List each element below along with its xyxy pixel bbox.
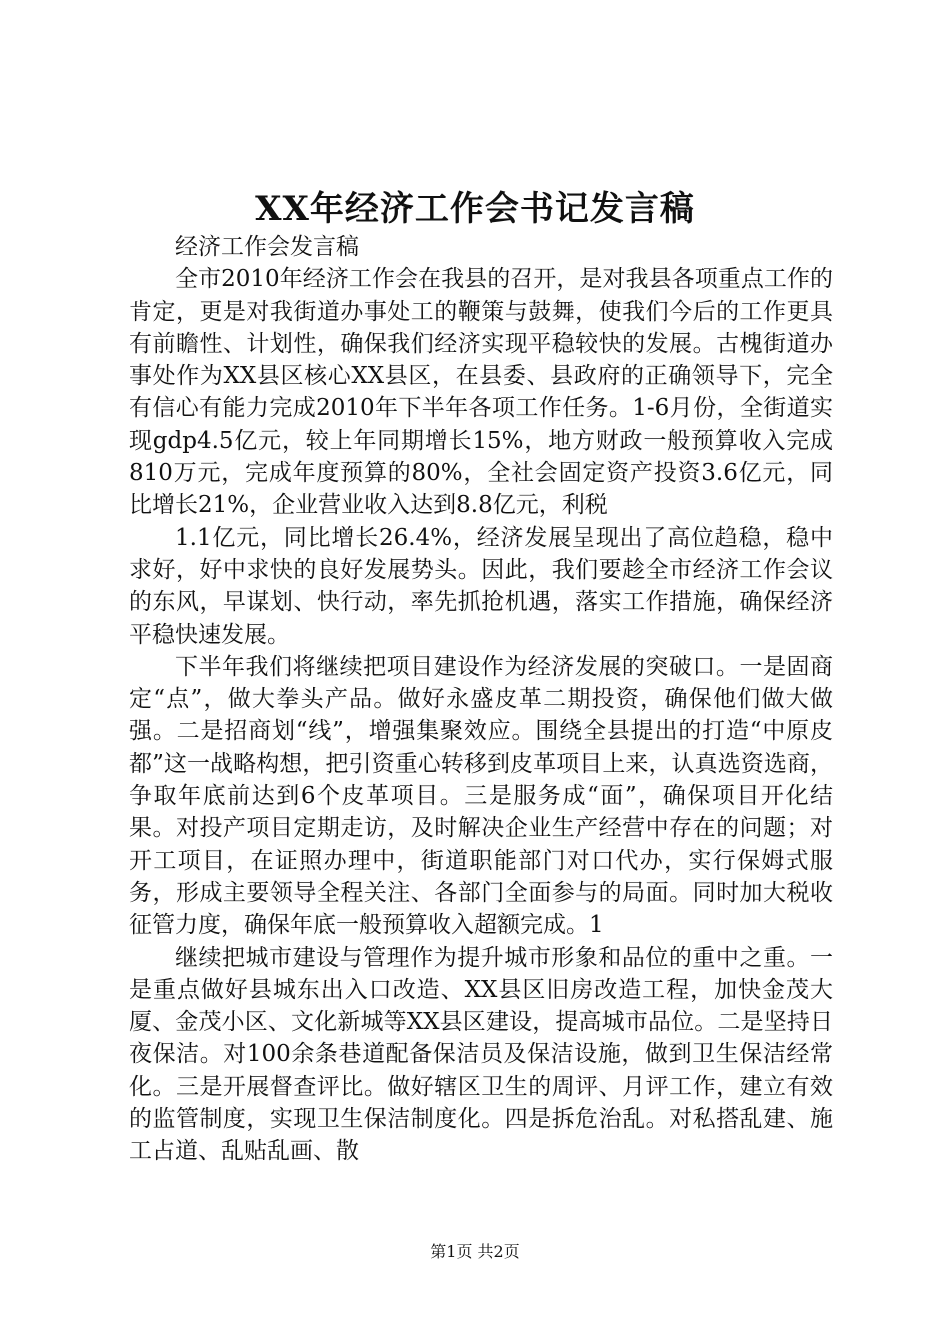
- paragraph: 1.1亿元，同比增长26.4%，经济发展呈现出了高位趋稳，稳中求好，好中求快的良好发展势头。因此，我们要趁全市经济工作会议的东风，早谋划、快行动，率先抓抢机遇，落实工作措施，确保经济平稳快速发展。: [129, 524, 833, 648]
- paragraph: 全市2010年经济工作会在我县的召开，是对我县各项重点工作的肯定，更是对我街道办事处工的鞭策与鼓舞，使我们今后的工作更具有前瞻性、计划性，确保我们经济实现平稳较快的发展。古槐街道办事处作为XX县区核心XX县区，在县委、县政府的正确领导下，完全有信心有能力完成2010年下半年各项工作任务。1-6月份，全街道实现gdp4.5亿元，较上年同期增长15%，地方财政一般预算收入完成810万元，完成年度预算的80%，全社会固定资产投资3.6亿元，同比增长21%，企业营业收入达到8.8亿元，利税: [129, 266, 833, 519]
- page-footer: 第1页 共2页: [430, 1242, 520, 1261]
- paragraph: 下半年我们将继续把项目建设作为经济发展的突破口。一是固商定“点”，做大拳头产品。做好永盛皮革二期投资，确保他们做大做强。二是招商划“线”，增强集聚效应。围绕全县提出的打造“中原皮都”这一战略构想，把引资重心转移到皮革项目上来，认真选资选商，争取年底前达到6个皮革项目。三是服务成“面”，确保项目开化结果。对投产项目定期走访，及时解决企业生产经营中存在的问题；对开工项目，在证照办理中，街道职能部门对口代办，实行保姆式服务，形成主要领导全程关注、各部门全面参与的局面。同时加大税收征管力度，确保年底一般预算收入超额完成。1: [129, 653, 833, 939]
- paragraph-heading: 经济工作会发言稿: [175, 234, 359, 260]
- document-body: [129, 231, 833, 1168]
- document-title: XX年经济工作会书记发言稿: [255, 189, 695, 229]
- paragraph: 继续把城市建设与管理作为提升城市形象和品位的重中之重。一是重点做好县城东出入口改造、XX县区旧房改造工程，加快金茂大厦、金茂小区、文化新城等XX县区建设，提高城市品位。二是坚持日夜保洁。对100余条巷道配备保洁员及保洁设施，做到卫生保洁经常化。三是开展督查评比。做好辖区卫生的周评、月评工作，建立有效的监管制度，实现卫生保洁制度化。四是拆危治乱。对私搭乱建、施工占道、乱贴乱画、散: [129, 944, 833, 1165]
